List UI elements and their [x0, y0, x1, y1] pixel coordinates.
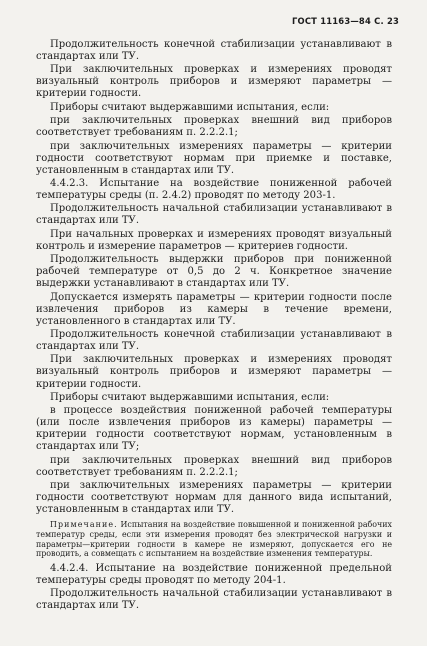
section-paragraph: 4.4.2.3. Испытание на воздействие пониженной рабочей температуры среды (п. 2.4.2) проводят по методу 203-1. — [36, 178, 392, 202]
paragraph: Приборы считают выдержавшими испытания, если: — [50, 391, 330, 403]
paragraph: Допускается измерять параметры — критерии годности после извлечения приборов из камеры в течение времени, установленного в стандартах или ТУ. — [36, 291, 392, 327]
paragraph: Продолжительность начальной стабилизации устанавливают в стандартах или ТУ. — [36, 588, 392, 612]
note-label: Примечание. — [50, 520, 118, 530]
section-paragraph: 4.4.2.4. Испытание на воздействие пониженной предельной температуры среды проводят по методу 204-1. — [36, 563, 392, 587]
paragraph: при заключительных проверках внешний вид приборов соответствует требованиям п. 2.2.2.1; — [36, 115, 392, 139]
paragraph: Продолжительность начальной стабилизации устанавливают в стандартах или ТУ. — [36, 203, 392, 227]
paragraph: в процессе воздействия пониженной рабочей температуры (или после извлечения приборов из камеры) параметры — критерии годности соответствуют нормам, установленным в стандартах или ТУ; — [36, 405, 392, 453]
paragraph: При начальных проверках и измерениях проводят визуальный контроль и измерение параметров — критериев годности. — [36, 228, 392, 252]
paragraph: При заключительных проверках и измерениях проводят визуальный контроль приборов и измеряют параметры — критерии годности. — [36, 64, 392, 100]
paragraph: Продолжительность конечной стабилизации устанавливают в стандартах или ТУ. — [36, 329, 392, 353]
paragraph: при заключительных измерениях параметры — критерии годности соответствуют нормам для данного вида испытаний, установленным в стандартах или ТУ. — [36, 480, 392, 516]
note-text: Испытания на воздействие повышенной и пониженной рабочих температур среды, если эти измерения проводят без электрической нагрузки и параметры—критерии годности в камере не измеряют, допускается его не проводить, а совмещать с испытанием на воздействие изменения температуры. — [36, 520, 392, 559]
page-header: ГОСТ 11163—84 С. 23 — [291, 16, 399, 26]
paragraph: Продолжительность выдержки приборов при пониженной рабочей температуре от 0,5 до 2 ч. Конкретное значение выдержки устанавливают в стандартах или ТУ. — [36, 254, 392, 290]
document-body — [36, 39, 392, 613]
paragraph: Продолжительность конечной стабилизации устанавливают в стандартах или ТУ. — [36, 39, 392, 63]
paragraph: при заключительных проверках внешний вид приборов соответствует требованиям п. 2.2.2.1; — [36, 454, 392, 478]
paragraph: Приборы считают выдержавшими испытания, если: — [50, 101, 330, 113]
paragraph: при заключительных измерениях параметры — критерии годности соответствуют нормам при приемке и поставке, установленным в стандартах или ТУ. — [36, 140, 392, 176]
note — [36, 520, 392, 559]
paragraph: При заключительных проверках и измерениях проводят визуальный контроль приборов и измеряют параметры — критерии годности. — [36, 354, 392, 390]
